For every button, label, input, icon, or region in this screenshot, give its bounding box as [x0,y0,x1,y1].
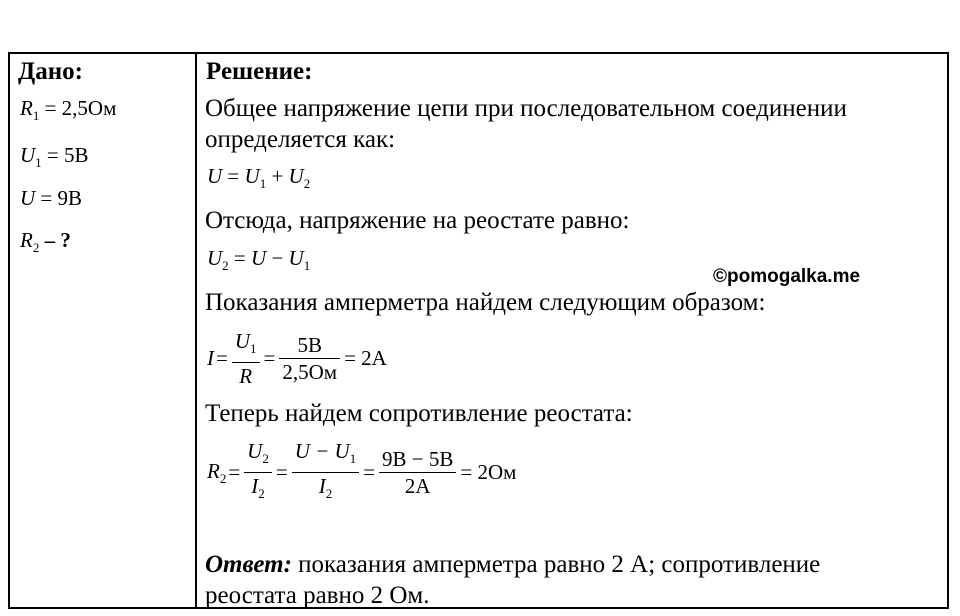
solution-line-4: Показания амперметра найдем следующим образом: [205,289,766,316]
fraction-u-minus-u1-i2: $\frac{U - U_1}{I_2}$ [292,438,360,507]
answer-text: показания амперметра равно 2 А; сопротивление [291,551,821,578]
solution-line-5: Теперь найдем сопротивление реостата: [205,400,633,427]
fraction-u2-i2: $\frac{U_2}{I_2}$ [244,438,272,507]
given-title: Дано: [18,58,83,85]
given-r1: $R_1 = 2,5Ом$ [20,96,117,124]
fraction-u1-r: $\frac{U_1}{R}$ [232,328,260,389]
formula-current: I = $\frac{U_1}{R}$ = $\frac{5В}{2,5Ом}$ = 2А [207,329,387,389]
given-r2-unknown: $R_2$ – ? [20,228,71,256]
formula-total-voltage: $U = U_1 + U_2$ [207,164,311,192]
solution-line-1: Общее напряжение цепи при последовательном соединении [205,95,847,122]
column-divider [195,52,197,609]
given-u: U = 9В [20,186,83,210]
given-u1: $U_1 = 5В$ [20,143,89,171]
answer-line-1 [205,549,820,580]
answer-label: Ответ: [205,551,292,578]
fraction-numeric: $\frac{9В - 5В}{2А}$ [379,446,456,499]
watermark: ©pomogalka.me [713,266,861,287]
solution-title: Решение: [206,58,313,85]
formula-rheostat-voltage: $U_2 = U - U_1$ [207,246,311,274]
task-table [8,52,949,609]
solution-line-2: определяется как: [205,126,396,153]
solution-line-3: Отсюда, напряжение на реостате равно: [205,207,630,234]
formula-resistance: $R_2$ = $\frac{U_2}{I_2}$ = $\frac{U - U_1}{I_2}$ = $\frac{9В - 5В}{2А}$ = 2Ом [207,438,518,507]
answer-line-2: реостата равно 2 Ом. [205,582,430,609]
fraction-5v-resistance: $\frac{5В}{2,5Ом}$ [279,332,340,385]
